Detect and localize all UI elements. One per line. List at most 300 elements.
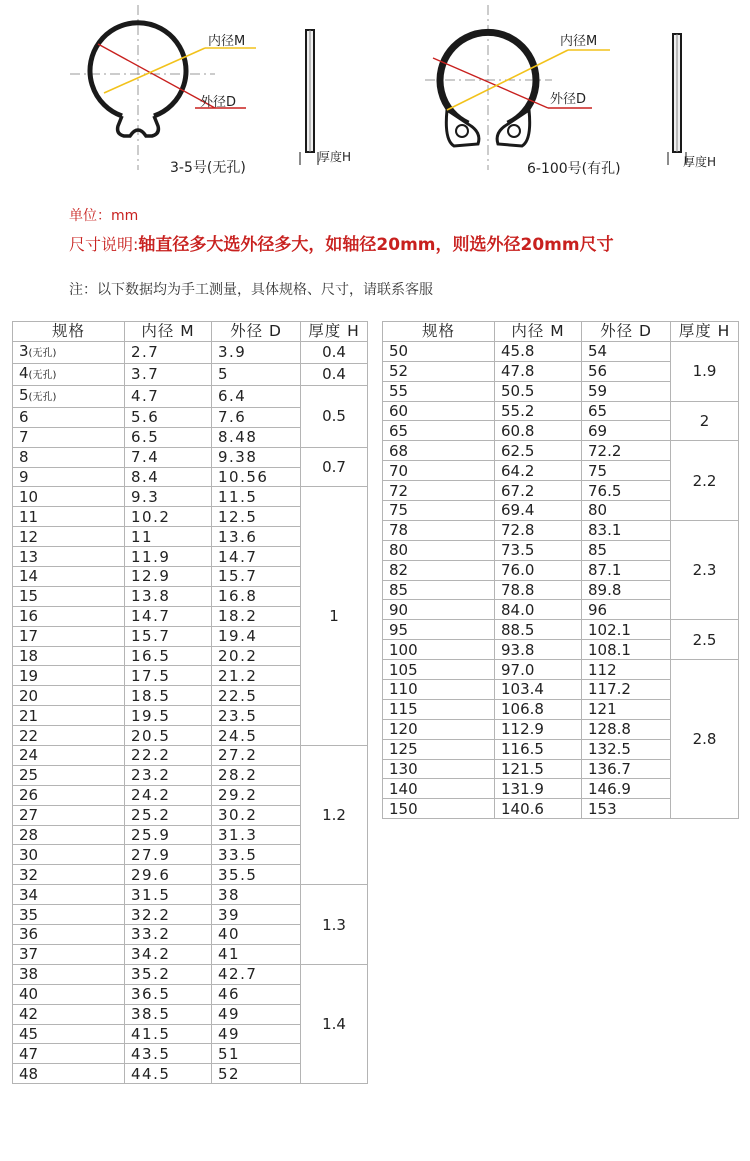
cell-spec — [13, 746, 125, 766]
spec-value: 14 — [19, 567, 39, 586]
cell-outer-d: 5 — [212, 363, 301, 385]
table-row — [383, 441, 739, 461]
cell-outer-d: 85 — [582, 540, 671, 560]
cell-inner-m: 11.9 — [125, 547, 212, 567]
cell-outer-d: 35.5 — [212, 865, 301, 885]
table-header-row — [13, 322, 368, 342]
cell-outer-d: 69 — [582, 421, 671, 441]
cell-spec — [13, 825, 125, 845]
spec-value: 110 — [389, 680, 418, 699]
small-outer-label: 外径D — [200, 95, 237, 110]
cell-outer-d: 117.2 — [582, 680, 671, 700]
spec-value: 140 — [389, 779, 418, 798]
cell-spec — [13, 845, 125, 865]
cell-outer-d: 31.3 — [212, 825, 301, 845]
cell-inner-m: 93.8 — [495, 640, 582, 660]
spec-value: 65 — [389, 421, 409, 440]
cell-outer-d: 112 — [582, 660, 671, 680]
cell-outer-d: 15.7 — [212, 567, 301, 587]
spec-value: 45 — [19, 1024, 39, 1043]
spec-value: 5 — [19, 385, 29, 404]
spec-value: 22 — [19, 726, 39, 745]
table-row — [383, 620, 739, 640]
cell-inner-m: 88.5 — [495, 620, 582, 640]
spec-value: 38 — [19, 965, 39, 984]
table-row — [383, 341, 739, 361]
cell-spec — [383, 719, 495, 739]
table-row — [383, 401, 739, 421]
spec-value: 55 — [389, 382, 409, 401]
cell-outer-d: 14.7 — [212, 547, 301, 567]
cell-inner-m: 33.2 — [125, 925, 212, 945]
cell-spec — [13, 1004, 125, 1024]
spec-value: 28 — [19, 826, 39, 845]
cell-spec — [13, 487, 125, 507]
cell-inner-m: 10.2 — [125, 507, 212, 527]
cell-thickness-h: 2.8 — [671, 660, 739, 819]
cell-outer-d: 21.2 — [212, 666, 301, 686]
cell-outer-d: 10.56 — [212, 467, 301, 487]
spec-value: 7 — [19, 428, 29, 447]
spec-value: 27 — [19, 806, 39, 825]
cell-inner-m: 72.8 — [495, 520, 582, 540]
cell-outer-d: 72.2 — [582, 441, 671, 461]
cell-outer-d: 23.5 — [212, 706, 301, 726]
spec-value: 32 — [19, 865, 39, 884]
cell-outer-d: 51 — [212, 1044, 301, 1064]
cell-spec — [383, 699, 495, 719]
cell-outer-d: 65 — [582, 401, 671, 421]
table-row — [13, 363, 368, 385]
cell-outer-d: 42.7 — [212, 964, 301, 984]
spec-tag: (无孔) — [28, 369, 57, 381]
cell-spec — [383, 421, 495, 441]
cell-inner-m: 131.9 — [495, 779, 582, 799]
cell-thickness-h: 2.2 — [671, 441, 739, 521]
cell-inner-m: 25.2 — [125, 805, 212, 825]
cell-spec — [13, 944, 125, 964]
thickness-label-1: 厚度H — [318, 150, 352, 164]
cell-outer-d: 6.4 — [212, 385, 301, 407]
table-row — [13, 447, 368, 467]
cell-spec — [383, 600, 495, 620]
cell-outer-d: 40 — [212, 925, 301, 945]
cell-outer-d: 22.5 — [212, 686, 301, 706]
cell-inner-m: 67.2 — [495, 481, 582, 501]
spec-value: 50 — [389, 342, 409, 361]
spec-value: 105 — [389, 660, 418, 679]
spec-value: 100 — [389, 640, 418, 659]
cell-inner-m: 23.2 — [125, 765, 212, 785]
cell-spec — [13, 865, 125, 885]
cell-spec — [13, 984, 125, 1004]
cell-thickness-h: 2.5 — [671, 620, 739, 660]
spec-value: 150 — [389, 799, 418, 818]
spec-value: 24 — [19, 746, 39, 765]
cell-inner-m: 60.8 — [495, 421, 582, 441]
cell-inner-m: 76.0 — [495, 560, 582, 580]
cell-spec — [383, 620, 495, 640]
cell-thickness-h: 0.4 — [301, 363, 368, 385]
measurement-note: 注：以下数据均为手工测量，具体规格、尺寸，请联系客服 — [69, 282, 433, 298]
cell-spec — [383, 520, 495, 540]
spec-value: 120 — [389, 720, 418, 739]
cell-inner-m: 35.2 — [125, 964, 212, 984]
spec-value: 125 — [389, 740, 418, 759]
spec-value: 42 — [19, 1005, 39, 1024]
table-header-row — [383, 322, 739, 342]
cell-spec — [383, 560, 495, 580]
cell-inner-m: 55.2 — [495, 401, 582, 421]
spec-value: 130 — [389, 760, 418, 779]
cell-inner-m: 116.5 — [495, 739, 582, 759]
cell-spec — [383, 640, 495, 660]
cell-outer-d: 108.1 — [582, 640, 671, 660]
cell-inner-m: 17.5 — [125, 666, 212, 686]
spec-value: 18 — [19, 647, 39, 666]
large-inner-label: 内径M — [560, 34, 598, 49]
cell-spec — [383, 580, 495, 600]
small-ring-caption: 3-5号(无孔) — [170, 160, 246, 176]
cell-spec — [13, 1024, 125, 1044]
cell-inner-m: 29.6 — [125, 865, 212, 885]
spec-value: 52 — [389, 362, 409, 381]
cell-spec — [383, 739, 495, 759]
spec-value: 68 — [389, 441, 409, 460]
cell-spec — [13, 427, 125, 447]
cell-thickness-h: 1 — [301, 487, 368, 746]
cell-spec — [383, 341, 495, 361]
cell-spec — [13, 586, 125, 606]
spec-value: 8 — [19, 448, 29, 467]
cell-thickness-h: 1.9 — [671, 341, 739, 401]
spec-tag: (无孔) — [28, 347, 57, 359]
table-row — [383, 520, 739, 540]
cell-inner-m: 106.8 — [495, 699, 582, 719]
cell-outer-d: 54 — [582, 341, 671, 361]
cell-outer-d: 28.2 — [212, 765, 301, 785]
small-inner-label: 内径M — [208, 34, 246, 49]
table-body — [13, 341, 368, 1083]
spec-value: 9 — [19, 468, 29, 486]
cell-inner-m: 47.8 — [495, 361, 582, 381]
header-inner-m: 内径 M — [125, 322, 212, 342]
cell-spec — [13, 925, 125, 945]
spec-value: 40 — [19, 985, 39, 1004]
cell-outer-d: 12.5 — [212, 507, 301, 527]
cell-spec — [13, 1064, 125, 1084]
cell-spec — [13, 686, 125, 706]
cell-inner-m: 11 — [125, 527, 212, 547]
cell-spec — [383, 441, 495, 461]
spec-value: 95 — [389, 620, 409, 639]
cell-spec — [13, 706, 125, 726]
cell-outer-d: 30.2 — [212, 805, 301, 825]
cell-spec — [13, 626, 125, 646]
large-ring-figure — [425, 5, 610, 170]
cell-outer-d: 80 — [582, 501, 671, 521]
cell-outer-d: 18.2 — [212, 606, 301, 626]
spec-value: 12 — [19, 527, 39, 546]
cell-inner-m: 12.9 — [125, 567, 212, 587]
table-row — [13, 341, 368, 363]
cell-outer-d: 38 — [212, 885, 301, 905]
spec-value: 90 — [389, 600, 409, 619]
spec-value: 36 — [19, 925, 39, 944]
cell-spec — [383, 381, 495, 401]
cell-spec — [383, 461, 495, 481]
cell-thickness-h: 2 — [671, 401, 739, 441]
spec-value: 30 — [19, 845, 39, 864]
cell-thickness-h: 2.3 — [671, 520, 739, 619]
cell-outer-d: 136.7 — [582, 759, 671, 779]
spec-value: 6 — [19, 408, 29, 427]
cell-inner-m: 50.5 — [495, 381, 582, 401]
cell-outer-d: 9.38 — [212, 447, 301, 467]
cell-inner-m: 25.9 — [125, 825, 212, 845]
cell-spec — [13, 1044, 125, 1064]
cell-spec — [13, 606, 125, 626]
cell-outer-d: 46 — [212, 984, 301, 1004]
header-inner-m: 内径 M — [495, 322, 582, 342]
thickness-profile-2 — [668, 34, 686, 165]
cell-outer-d: 128.8 — [582, 719, 671, 739]
spec-value: 11 — [19, 507, 39, 526]
cell-outer-d: 87.1 — [582, 560, 671, 580]
cell-spec — [13, 341, 125, 363]
spec-value: 16 — [19, 607, 39, 626]
cell-spec — [383, 501, 495, 521]
cell-outer-d: 76.5 — [582, 481, 671, 501]
cell-outer-d: 52 — [212, 1064, 301, 1084]
cell-outer-d: 27.2 — [212, 746, 301, 766]
cell-spec — [13, 805, 125, 825]
cell-inner-m: 24.2 — [125, 785, 212, 805]
header-thickness-h: 厚度 H — [671, 322, 739, 342]
cell-inner-m: 97.0 — [495, 660, 582, 680]
cell-outer-d: 3.9 — [212, 341, 301, 363]
cell-spec — [13, 905, 125, 925]
cell-inner-m: 45.8 — [495, 341, 582, 361]
spec-value: 80 — [389, 541, 409, 560]
spec-value: 19 — [19, 666, 39, 685]
table-row — [13, 487, 368, 507]
cell-thickness-h: 1.2 — [301, 746, 368, 885]
cell-inner-m: 9.3 — [125, 487, 212, 507]
cell-spec — [13, 527, 125, 547]
cell-inner-m: 38.5 — [125, 1004, 212, 1024]
cell-inner-m: 140.6 — [495, 799, 582, 819]
cell-inner-m: 62.5 — [495, 441, 582, 461]
cell-spec — [13, 447, 125, 467]
circlip-diagram — [0, 0, 750, 200]
cell-spec — [383, 779, 495, 799]
cell-inner-m: 20.5 — [125, 726, 212, 746]
spec-value: 21 — [19, 706, 39, 725]
spec-value: 34 — [19, 885, 39, 904]
spec-value: 75 — [389, 501, 409, 520]
cell-outer-d: 29.2 — [212, 785, 301, 805]
cell-inner-m: 78.8 — [495, 580, 582, 600]
spec-value: 60 — [389, 402, 409, 420]
cell-inner-m: 31.5 — [125, 885, 212, 905]
cell-spec — [13, 666, 125, 686]
spec-table-right — [382, 321, 739, 819]
cell-inner-m: 13.8 — [125, 586, 212, 606]
spec-value: 48 — [19, 1064, 39, 1083]
explain-prefix: 尺寸说明: — [69, 235, 139, 254]
cell-outer-d: 75 — [582, 461, 671, 481]
cell-outer-d: 102.1 — [582, 620, 671, 640]
cell-spec — [13, 785, 125, 805]
spec-value: 70 — [389, 461, 409, 480]
spec-value: 3 — [19, 341, 29, 360]
cell-inner-m: 15.7 — [125, 626, 212, 646]
cell-spec — [383, 401, 495, 421]
spec-table-left — [12, 321, 368, 1084]
thickness-label-2: 厚度H — [683, 155, 717, 169]
table-row — [13, 746, 368, 766]
spec-value: 72 — [389, 481, 409, 500]
cell-outer-d: 59 — [582, 381, 671, 401]
cell-outer-d: 20.2 — [212, 646, 301, 666]
spec-value: 13 — [19, 547, 39, 566]
unit-note: 单位：mm — [69, 208, 139, 224]
cell-outer-d: 89.8 — [582, 580, 671, 600]
spec-value: 82 — [389, 561, 409, 580]
cell-inner-m: 16.5 — [125, 646, 212, 666]
header-spec: 规格 — [13, 322, 125, 342]
cell-inner-m: 43.5 — [125, 1044, 212, 1064]
spec-value: 17 — [19, 627, 39, 646]
cell-spec — [13, 547, 125, 567]
cell-inner-m: 22.2 — [125, 746, 212, 766]
spec-value: 85 — [389, 581, 409, 600]
cell-inner-m: 3.7 — [125, 363, 212, 385]
header-spec: 规格 — [383, 322, 495, 342]
cell-spec — [13, 507, 125, 527]
spec-value: 25 — [19, 766, 39, 785]
cell-spec — [13, 385, 125, 407]
cell-thickness-h: 0.5 — [301, 385, 368, 447]
cell-inner-m: 34.2 — [125, 944, 212, 964]
cell-outer-d: 132.5 — [582, 739, 671, 759]
cell-inner-m: 69.4 — [495, 501, 582, 521]
cell-spec — [13, 567, 125, 587]
cell-outer-d: 24.5 — [212, 726, 301, 746]
cell-spec — [383, 540, 495, 560]
cell-spec — [13, 964, 125, 984]
cell-outer-d: 49 — [212, 1004, 301, 1024]
cell-outer-d: 33.5 — [212, 845, 301, 865]
cell-spec — [13, 467, 125, 487]
spec-value: 37 — [19, 945, 39, 964]
cell-inner-m: 5.6 — [125, 407, 212, 427]
cell-spec — [383, 759, 495, 779]
cell-inner-m: 19.5 — [125, 706, 212, 726]
spec-value: 20 — [19, 686, 39, 705]
explain-main: 轴直径多大选外径多大，如轴径20mm，则选外径20mm尺寸 — [138, 235, 614, 255]
cell-spec — [383, 799, 495, 819]
cell-thickness-h: 0.4 — [301, 341, 368, 363]
cell-spec — [13, 646, 125, 666]
spec-value: 10 — [19, 487, 39, 506]
cell-outer-d: 83.1 — [582, 520, 671, 540]
cell-inner-m: 8.4 — [125, 467, 212, 487]
cell-outer-d: 19.4 — [212, 626, 301, 646]
cell-spec — [383, 361, 495, 381]
small-ring-figure — [70, 5, 256, 170]
cell-thickness-h: 0.7 — [301, 447, 368, 487]
cell-inner-m: 27.9 — [125, 845, 212, 865]
cell-spec — [13, 363, 125, 385]
table-row — [13, 964, 368, 984]
spec-value: 26 — [19, 786, 39, 805]
cell-outer-d: 39 — [212, 905, 301, 925]
cell-outer-d: 96 — [582, 600, 671, 620]
cell-outer-d: 41 — [212, 944, 301, 964]
cell-inner-m: 18.5 — [125, 686, 212, 706]
large-outer-label: 外径D — [550, 92, 587, 107]
cell-spec — [13, 407, 125, 427]
header-outer-d: 外径 D — [582, 322, 671, 342]
cell-inner-m: 4.7 — [125, 385, 212, 407]
cell-outer-d: 56 — [582, 361, 671, 381]
table-row — [13, 885, 368, 905]
spec-value: 78 — [389, 521, 409, 540]
cell-spec — [13, 765, 125, 785]
cell-spec — [383, 660, 495, 680]
cell-outer-d: 16.8 — [212, 586, 301, 606]
cell-outer-d: 7.6 — [212, 407, 301, 427]
large-ring-caption: 6-100号(有孔) — [527, 161, 621, 177]
header-outer-d: 外径 D — [212, 322, 301, 342]
table-row — [13, 385, 368, 407]
cell-thickness-h: 1.4 — [301, 964, 368, 1083]
cell-inner-m: 103.4 — [495, 680, 582, 700]
cell-inner-m: 73.5 — [495, 540, 582, 560]
cell-outer-d: 11.5 — [212, 487, 301, 507]
cell-inner-m: 32.2 — [125, 905, 212, 925]
cell-outer-d: 121 — [582, 699, 671, 719]
table-row — [383, 660, 739, 680]
thickness-profile-1 — [300, 30, 318, 165]
cell-inner-m: 36.5 — [125, 984, 212, 1004]
cell-inner-m: 2.7 — [125, 341, 212, 363]
cell-inner-m: 7.4 — [125, 447, 212, 467]
header-thickness-h: 厚度 H — [301, 322, 368, 342]
cell-spec — [13, 726, 125, 746]
spec-value: 35 — [19, 905, 39, 924]
cell-inner-m: 84.0 — [495, 600, 582, 620]
cell-thickness-h: 1.3 — [301, 885, 368, 965]
cell-spec — [383, 680, 495, 700]
cell-outer-d: 153 — [582, 799, 671, 819]
spec-value: 4 — [19, 363, 29, 382]
spec-value: 115 — [389, 700, 418, 719]
cell-spec — [13, 885, 125, 905]
cell-inner-m: 14.7 — [125, 606, 212, 626]
cell-outer-d: 13.6 — [212, 527, 301, 547]
cell-outer-d: 146.9 — [582, 779, 671, 799]
size-explanation — [69, 230, 614, 255]
cell-inner-m: 44.5 — [125, 1064, 212, 1084]
spec-tag: (无孔) — [28, 391, 57, 403]
spec-value: 47 — [19, 1044, 39, 1063]
spec-value: 15 — [19, 587, 39, 606]
cell-inner-m: 6.5 — [125, 427, 212, 447]
table-body — [383, 341, 739, 818]
